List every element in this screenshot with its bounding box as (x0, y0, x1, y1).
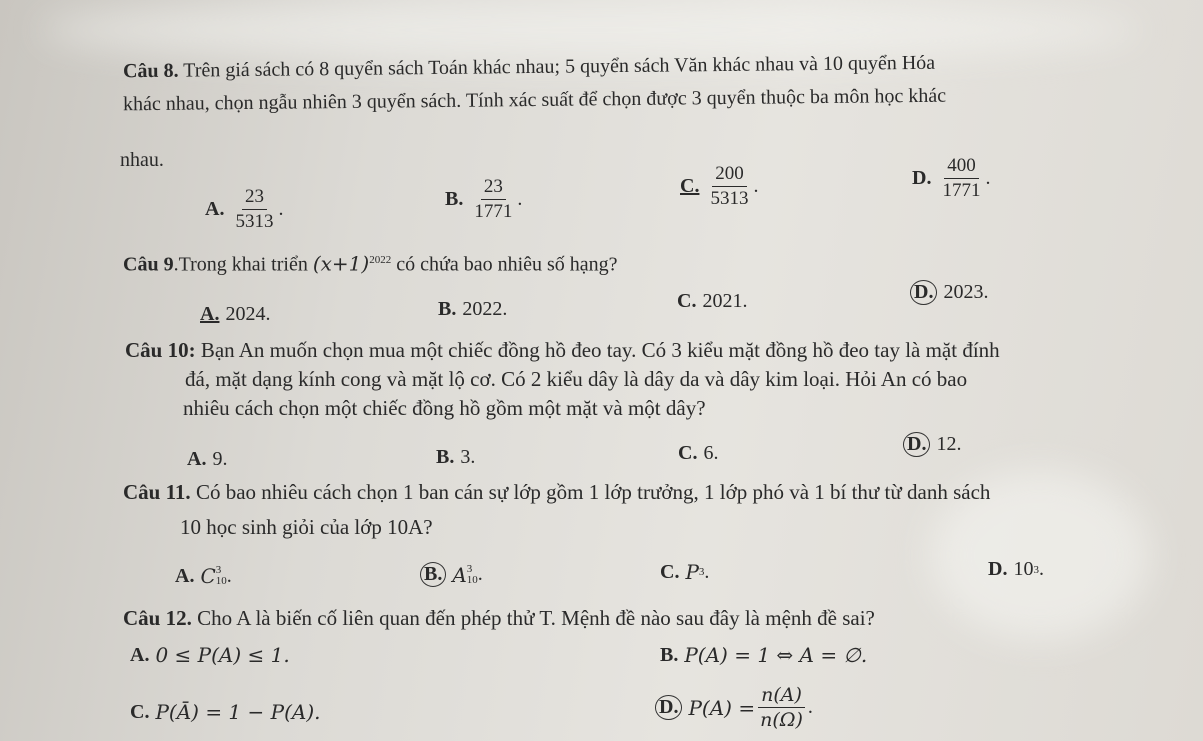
question-10 (125, 335, 1000, 365)
option-label: C. (677, 290, 697, 312)
q10-option-d[interactable] (903, 432, 961, 457)
question-11 (123, 477, 990, 507)
q8-option-d[interactable]: D. $\frac{400}{1771}$ . (912, 155, 991, 201)
q8-option-c[interactable]: C. $\frac{200}{5313}$ . (680, 163, 759, 209)
q9-option-a[interactable] (200, 303, 270, 326)
option-base: A (452, 562, 467, 587)
question-10-line1: Bạn An muốn chọn mua một chiếc đồng hồ đeo tay. Có 3 kiểu mặt đồng hồ đeo tay là mặt đính (200, 338, 1000, 362)
option-value: 2024. (225, 303, 271, 325)
q11-option-b[interactable] (420, 562, 483, 587)
fraction: $\frac{23}{5313}$ (235, 186, 274, 232)
option-value: 2023. (943, 281, 989, 303)
option-label: A. (130, 643, 150, 666)
q10-option-a[interactable] (187, 448, 227, 471)
q12-option-a[interactable] (130, 643, 290, 667)
option-label: A. (187, 448, 207, 470)
option-value: P(A) = 1 ⇔ A = ∅. (684, 643, 868, 667)
question-9-label: Câu 9 (123, 253, 174, 276)
q8-option-b[interactable]: B. $\frac{23}{1771}$ . (445, 176, 523, 222)
option-base: C (200, 564, 216, 588)
fraction: $\frac{400}{1771}$ (942, 155, 981, 201)
question-12 (123, 603, 875, 633)
option-label: C. (680, 175, 700, 197)
question-12-label: Câu 12. (123, 606, 192, 630)
option-label: D. (988, 558, 1008, 580)
question-9-text-after: có chứa bao nhiêu số hạng? (396, 253, 618, 276)
question-8-line2: khác nhau, chọn ngẫu nhiên 3 quyển sách. Tính xác suất để chọn được 3 quyển thuộc ba môn học khác (122, 84, 947, 116)
option-sup: 3 (466, 562, 473, 575)
q12-option-c[interactable] (130, 700, 321, 724)
q12-option-b[interactable] (660, 643, 867, 667)
option-tail: . (807, 696, 813, 718)
question-8 (123, 48, 935, 87)
option-label: C. (678, 442, 698, 464)
option-label: B. (420, 562, 446, 587)
option-label: D. (910, 280, 937, 305)
option-sub: 3 (698, 566, 705, 578)
question-8-label: Câu 8. (122, 59, 179, 83)
question-10-line3: nhiêu cách chọn một chiếc đồng hồ gồm một mặt và một dây? (183, 396, 706, 420)
option-value: 3. (460, 446, 476, 468)
option-label: B. (660, 643, 679, 666)
q9-option-b[interactable] (438, 298, 507, 321)
question-10-line3-row (183, 393, 706, 423)
option-label: D. (912, 167, 932, 189)
question-8-line3: nhau. (120, 149, 164, 171)
q10-option-c[interactable] (678, 442, 718, 465)
option-value: P(Ā) = 1 − P(A). (155, 700, 321, 724)
q11-option-a[interactable] (175, 564, 232, 588)
fraction: $\frac{n(A)}{n(\Omega)}$ (760, 684, 803, 731)
option-label: D. (655, 695, 682, 720)
question-11-line2-row (180, 512, 433, 542)
option-base: 10 (1013, 558, 1034, 580)
q10-option-b[interactable] (436, 446, 475, 469)
question-11-line2: 10 học sinh giỏi của lớp 10A? (180, 515, 433, 539)
question-9 (123, 245, 618, 280)
option-label: A. (205, 198, 225, 220)
option-label: A. (200, 303, 220, 325)
option-base: P (685, 560, 699, 584)
question-8-line1: Trên giá sách có 8 quyển sách Toán khác nhau; 5 quyển sách Văn khác nhau và 10 quyển Hóa (183, 51, 936, 82)
q8-option-a[interactable]: A. $\frac{23}{5313}$ . (205, 186, 284, 232)
option-label: C. (130, 700, 150, 723)
option-label: B. (436, 446, 455, 468)
question-8-line2-row (123, 81, 946, 120)
option-label: B. (445, 188, 464, 210)
q9-option-c[interactable] (677, 290, 747, 313)
option-value: 9. (212, 448, 228, 470)
question-12-text: Cho A là biến cố liên quan đến phép thử T. Mệnh đề nào sau đây là mệnh đề sai? (197, 606, 875, 630)
question-10-line2: đá, mặt dạng kính cong và mặt lộ cơ. Có 2 kiểu dây là dây da và dây kim loại. Hỏi An có bao (185, 367, 968, 391)
question-8-line3-row (120, 145, 164, 175)
question-10-line2-row (185, 364, 967, 394)
q11-option-c[interactable] (660, 560, 709, 584)
option-lhs: P(A) = (688, 695, 756, 720)
option-value: 12. (936, 433, 962, 455)
question-10-label: Câu 10: (125, 338, 196, 362)
option-tail: . (1038, 558, 1044, 580)
question-11-label: Câu 11. (123, 480, 191, 504)
q11-option-d[interactable] (988, 558, 1044, 581)
option-tail: . (226, 564, 232, 587)
option-tail: . (704, 560, 710, 583)
option-sub: 10 (215, 575, 227, 587)
option-value: 6. (703, 442, 719, 464)
q9-option-d[interactable] (910, 280, 988, 305)
question-9-text-before: .Trong khai triển (173, 253, 308, 276)
q12-option-d[interactable] (655, 683, 813, 732)
option-value: 2021. (702, 290, 748, 312)
option-label: B. (438, 298, 457, 320)
question-11-line1: Có bao nhiêu cách chọn 1 ban cán sự lớp gồm 1 lớp trưởng, 1 lớp phó và 1 bí thư từ danh sách (195, 480, 991, 504)
option-label: D. (903, 432, 930, 457)
option-sup: 3 (215, 564, 222, 576)
option-label: A. (175, 564, 195, 587)
fraction: $\frac{200}{5313}$ (710, 163, 749, 209)
option-sup: 3 (1033, 563, 1039, 576)
question-9-power: 2022 (369, 254, 392, 266)
option-tail: . (477, 563, 483, 585)
fraction: $\frac{23}{1771}$ (474, 176, 513, 222)
option-value: 2022. (462, 298, 508, 320)
option-value: 0 ≤ P(A) ≤ 1. (155, 643, 290, 667)
question-9-expression: (x+1) (312, 251, 370, 276)
option-label: C. (660, 560, 680, 583)
option-sub: 10 (466, 573, 478, 586)
